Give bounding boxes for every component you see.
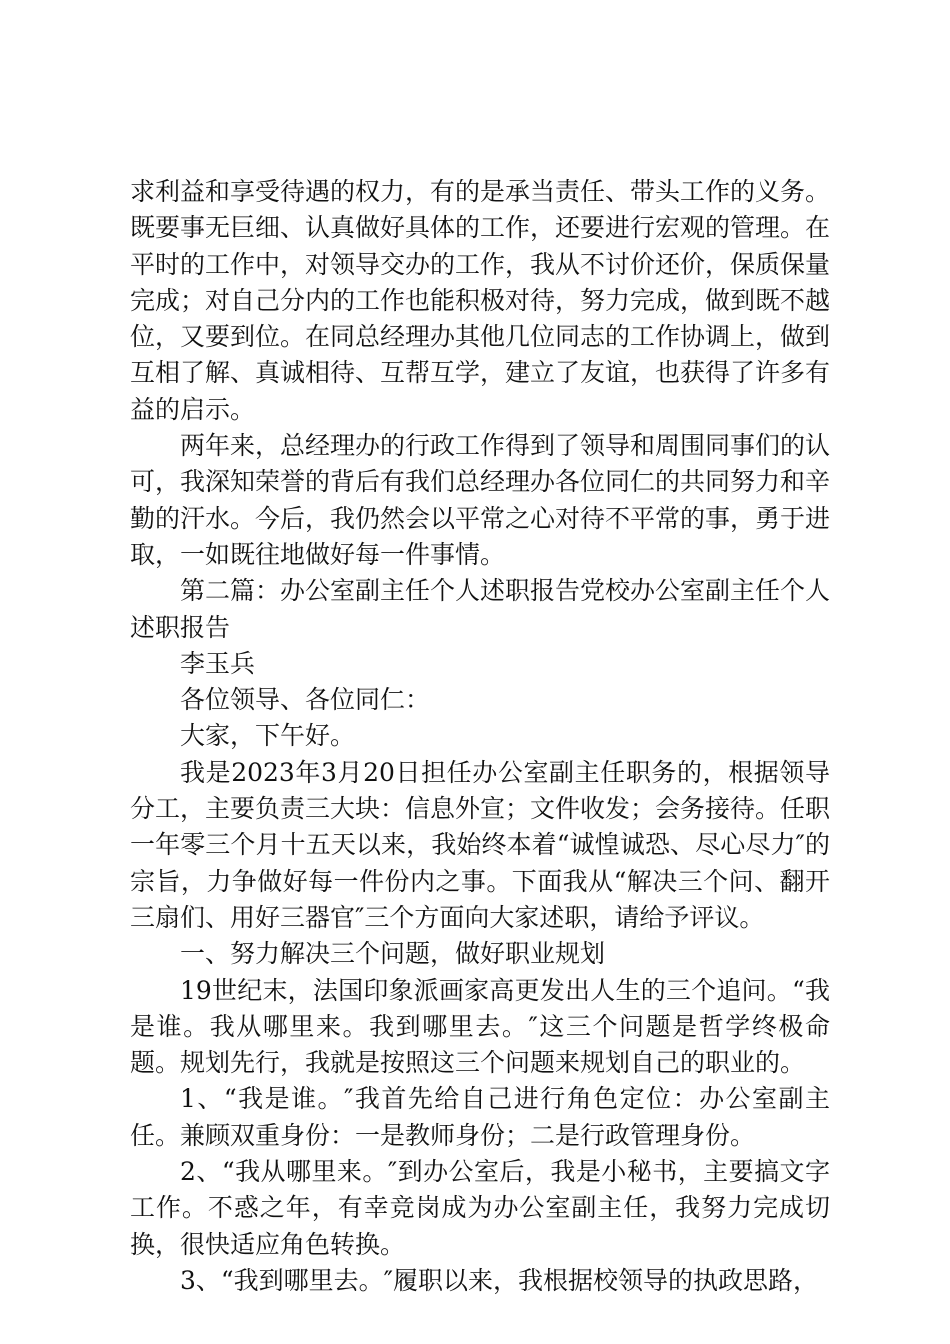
paragraph-continuation: 求利益和享受待遇的权力，有的是承当责任、带头工作的义务。既要事无巨细、认真做好具体的工作，还要进行宏观的管理。在平时的工作中，对领导交办的工作，我从不讨价还价，保质保量完成；对自己分内的工作也能积极对待，努力完成，做到既不越位，又要到位。在同总经理办其他几位同志的工作协调上，做到互相了解、真诚相待、互帮互学，建立了友谊，也获得了许多有益的启示。 xyxy=(130,177,831,424)
paragraph-introduction: 我是2023年3月20日担任办公室副主任职务的，根据领导分工，主要负责三大块：信息外宣；文件收发；会务接待。任职一年零三个月十五天以来，我始终本着“诚惶诚恐、尽心尽力″的宗旨，力争做好每一件份内之事。下面我从“解决三个问、翻开三扇们、用好三器官″三个方面向大家述职，请给予评议。 xyxy=(130,757,831,932)
section-title-part-two: 第二篇：办公室副主任个人述职报告党校办公室副主任个人述职报告 xyxy=(130,576,831,642)
paragraph-gauguin: 19世纪末，法国印象派画家高更发出人生的三个追问。“我是谁。我从哪里来。我到哪里去。″这三个问题是哲学终极命题。规划先行，我就是按照这三个问题来规划自己的职业的。 xyxy=(130,975,830,1078)
author-name: 李玉兵 xyxy=(180,648,256,678)
greeting: 大家，下午好。 xyxy=(180,721,356,751)
salutation: 各位领导、各位同仁： xyxy=(180,685,431,715)
document-body xyxy=(130,174,830,1299)
list-item-where-from: 2、“我从哪里来。″到办公室后，我是小秘书，主要搞文字工作。不惑之年，有幸竞岗成为办公室副主任，我努力完成切换，很快适应角色转换。 xyxy=(130,1157,830,1259)
heading-section-one: 一、努力解决三个问题，做好职业规划 xyxy=(180,939,606,969)
list-item-where-to: 3、“我到哪里去。″履职以来，我根据校领导的执政思路， xyxy=(180,1265,819,1295)
list-item-who-am-i: 1、“我是谁。″我首先给自己进行角色定位：办公室副主任。兼顾双重身份：一是教师身份；二是行政管理身份。 xyxy=(130,1084,830,1150)
paragraph-two-years: 两年来，总经理办的行政工作得到了领导和周围同事们的认可，我深知荣誉的背后有我们总经理办各位同仁的共同努力和辛勤的汗水。今后，我仍然会以平常之心对待不平常的事，勇于进取，一如既往地做好每一件事情。 xyxy=(130,431,831,569)
